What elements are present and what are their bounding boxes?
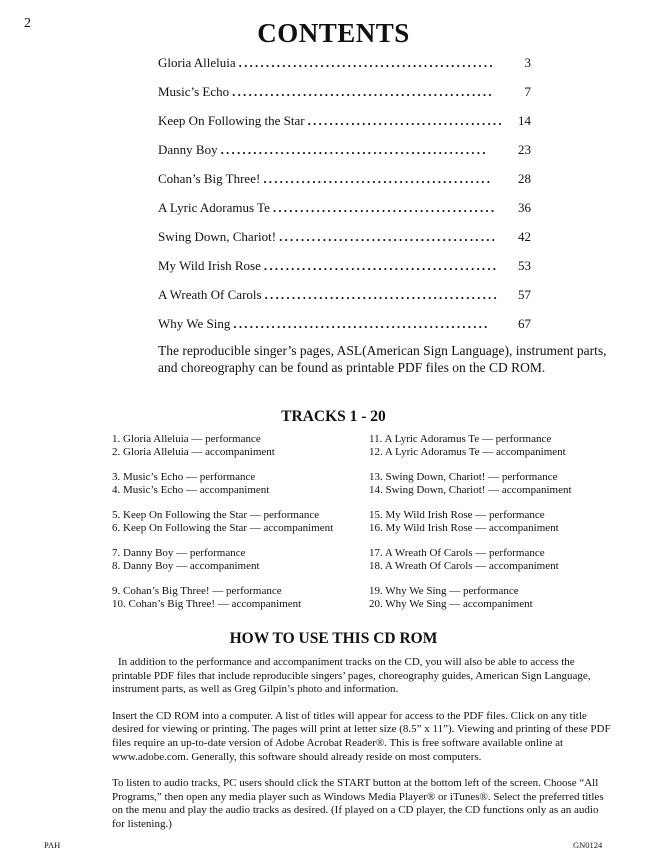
page-title: CONTENTS [257, 18, 410, 48]
toc-entry-title: Cohan’s Big Three! [158, 171, 261, 186]
track-item: 16. My Wild Irish Rose — accompaniment [369, 522, 559, 534]
track-item: 5. Keep On Following the Star — performance [112, 509, 320, 521]
toc-entry [158, 142, 531, 171]
toc-entry-page: 7 [524, 84, 531, 99]
toc-dot-leader: ............................................... [233, 316, 490, 331]
track-item: 11. A Lyric Adoramus Te — performance [369, 433, 552, 445]
track-item: 13. Swing Down, Chariot! — performance [369, 471, 558, 483]
track-item: 8. Danny Boy — accompaniment [112, 560, 260, 572]
tracks-list-right [369, 433, 639, 623]
toc-dot-leader: .................................... [307, 113, 504, 128]
how-to-use-body [112, 656, 612, 845]
table-of-contents [158, 55, 531, 345]
track-item: 1. Gloria Alleluia — performance [112, 433, 261, 445]
track-item: 14. Swing Down, Chariot! — accompaniment [369, 484, 572, 496]
toc-entry [158, 84, 531, 113]
toc-entry-page: 3 [524, 55, 531, 70]
instructions-paragraph: In addition to the performance and accompaniment tracks on the CD, you will also be able to access the printable PDF files that include reproducible singers’ pages, choreography guides, American Sign Language, instrument parts, as well as Greg Gilpin’s photo and information. [112, 656, 591, 696]
toc-entry-page: 67 [518, 316, 531, 331]
toc-entry-title: My Wild Irish Rose [158, 258, 261, 273]
track-group [112, 509, 360, 547]
toc-entry-page: 14 [518, 113, 531, 128]
track-item: 4. Music’s Echo — accompaniment [112, 484, 270, 496]
toc-entry-title: A Lyric Adoramus Te [158, 200, 270, 215]
toc-entry-title: A Wreath Of Carols [158, 287, 262, 302]
track-item: 20. Why We Sing — accompaniment [369, 598, 533, 610]
track-group [369, 585, 639, 623]
track-group [112, 433, 360, 471]
cd-rom-note: The reproducible singer’s pages, ASL(American Sign Language), instrument parts, and choreography can be found as printable PDF files on the CD ROM. [158, 343, 607, 375]
toc-entry [158, 200, 531, 229]
track-group [369, 471, 639, 509]
toc-entry [158, 287, 531, 316]
toc-entry-title: Gloria Alleluia [158, 55, 236, 70]
tracks-list-left [112, 433, 360, 623]
track-item: 10. Cohan’s Big Three! — accompaniment [112, 598, 302, 610]
toc-entry-page: 57 [518, 287, 531, 302]
toc-entry-page: 42 [518, 229, 531, 244]
toc-entry-title: Why We Sing [158, 316, 231, 331]
track-item: 7. Danny Boy — performance [112, 547, 246, 559]
toc-entry-title: Music’s Echo [158, 84, 230, 99]
track-item: 17. A Wreath Of Carols — performance [369, 547, 545, 559]
toc-entry-title: Swing Down, Chariot! [158, 229, 277, 244]
track-group [112, 471, 360, 509]
toc-entry-page: 23 [518, 142, 531, 157]
toc-entry [158, 55, 531, 84]
tracks-heading: TRACKS 1 - 20 [281, 408, 386, 425]
track-item: 12. A Lyric Adoramus Te — accompaniment [369, 446, 566, 458]
instructions-paragraph: Insert the CD ROM into a computer. A list of titles will appear for access to the PDF files. Click on any title desired for viewing or printing. The pages will print at letter size (8.5” x 11”). Viewing and printing of these PDF files require an up-to-date version of Adobe Acrobat Reader®. This is free software available online at www.adobe.com. Generally, this software should already reside on most computers. [112, 709, 611, 763]
toc-entry [158, 113, 531, 142]
how-to-use-heading: HOW TO USE THIS CD ROM [229, 630, 438, 647]
toc-entry [158, 229, 531, 258]
track-item: 2. Gloria Alleluia — accompaniment [112, 446, 275, 458]
toc-entry-title: Danny Boy [158, 142, 218, 157]
track-group [369, 509, 639, 547]
track-item: 18. A Wreath Of Carols — accompaniment [369, 560, 559, 572]
toc-entry [158, 171, 531, 200]
track-item: 6. Keep On Following the Star — accompaniment [112, 522, 334, 534]
toc-dot-leader: ................................................ [232, 84, 494, 99]
track-group [112, 547, 360, 585]
track-group [369, 433, 639, 471]
track-item: 19. Why We Sing — performance [369, 585, 519, 597]
toc-dot-leader: ........................................... [264, 287, 499, 302]
toc-dot-leader: ........................................ [279, 229, 498, 244]
track-group [369, 547, 639, 585]
toc-dot-leader: ............................................... [238, 55, 495, 70]
toc-dot-leader: ........................................... [263, 258, 499, 273]
track-item: 3. Music’s Echo — performance [112, 471, 256, 483]
footer-catalog-number: GN0124 [573, 840, 603, 850]
toc-entry-page: 28 [518, 171, 531, 186]
toc-dot-leader: .......................................... [263, 171, 493, 186]
track-group [112, 585, 360, 623]
instructions-paragraph: To listen to audio tracks, PC users should click the START button at the bottom left of the screen. Choose “All Programs,” then open any media player such as Windows Media Player® or iTunes®. Select the preferred titles on the menu and play the audio tracks as desired. (If played on a CD player, the CD functions only as an audio for listening.) [112, 777, 604, 830]
footer-publisher-code: PAH [44, 840, 61, 850]
toc-entry [158, 258, 531, 287]
toc-dot-leader: ......................................... [272, 200, 497, 215]
toc-entry-title: Keep On Following the Star [158, 113, 305, 128]
page-number: 2 [24, 16, 31, 31]
toc-entry-page: 53 [518, 258, 531, 273]
toc-entry-page: 36 [518, 200, 531, 215]
toc-entry [158, 316, 531, 345]
track-item: 9. Cohan’s Big Three! — performance [112, 585, 282, 597]
track-item: 15. My Wild Irish Rose — performance [369, 509, 545, 521]
toc-dot-leader: ................................................. [220, 142, 488, 157]
